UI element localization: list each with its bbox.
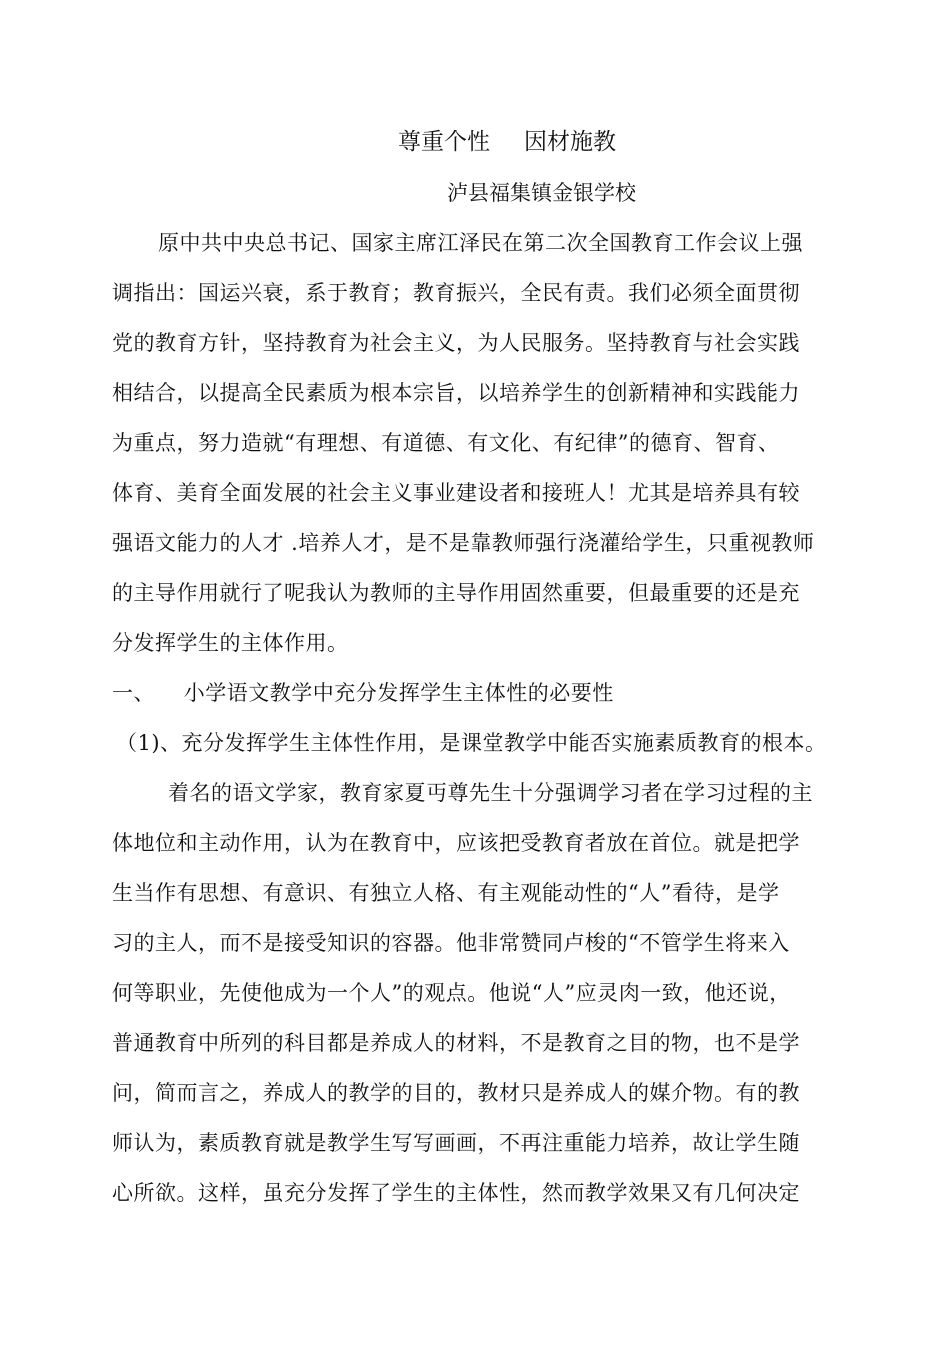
body-line: 何等职业，先使他成为一个人”的观点。他说“人”应灵肉一致，他还说， xyxy=(112,981,791,1005)
body-line: 生当作有思想、有意识、有独立人格、有主观能动性的“人”看待，是学 xyxy=(112,881,780,905)
body-line: 分发挥学生的主体作用。 xyxy=(112,631,349,655)
body-line: 体地位和主动作用，认为在教育中，应该把受教育者放在首位。就是把学 xyxy=(112,831,800,855)
section-heading: 一、 小学语文教学中充分发挥学生主体性的必要性 xyxy=(112,681,614,705)
title-part-2: 因材施教 xyxy=(524,129,616,155)
body-line: 心所欲。这样，虽充分发挥了学生的主体性，然而教学效果又有几何决定 xyxy=(112,1181,800,1205)
body-line: 师认为，素质教育就是教学生写写画画，不再注重能力培养，故让学生随 xyxy=(112,1131,800,1155)
document-subtitle: 泸县福集镇金银学校 xyxy=(447,181,636,205)
body-line: 普通教育中所列的科目都是养成人的材料，不是教育之目的物，也不是学 xyxy=(112,1031,800,1055)
body-line: 为重点，努力造就“有理想、有道德、有文化、有纪律”的德育、智育、 xyxy=(112,431,780,455)
subsection-heading: （1)、充分发挥学生主体性作用，是课堂教学中能否实施素质教育的根本。 xyxy=(116,731,827,755)
body-line: 强语文能力的人才 .培养人才，是不是靠教师强行浇灌给学生，只重视教师 xyxy=(112,531,815,555)
body-line: 调指出：国运兴衰，系于教育；教育振兴，全民有责。我们必须全面贯彻 xyxy=(112,281,800,305)
body-line: 习的主人，而不是接受知识的容器。他非常赞同卢梭的“不管学生将来入 xyxy=(112,931,790,955)
body-line: 相结合，以提高全民素质为根本宗旨，以培养学生的创新精神和实践能力 xyxy=(112,381,800,405)
body-line: 问，简而言之，养成人的教学的目的，教材只是养成人的媒介物。有的教 xyxy=(112,1081,800,1105)
body-line: 着名的语文学家，教育家夏丏尊先生十分强调学习者在学习过程的主 xyxy=(168,781,813,805)
title-part-1: 尊重个性 xyxy=(398,129,490,155)
document-title xyxy=(398,127,616,157)
body-line: 党的教育方针，坚持教育为社会主义，为人民服务。坚持教育与社会实践 xyxy=(112,331,800,355)
body-line: 的主导作用就行了呢我认为教师的主导作用固然重要，但最重要的还是充 xyxy=(112,581,800,605)
body-line: 原中共中央总书记、国家主席江泽民在第二次全国教育工作会议上强 xyxy=(158,231,803,255)
body-line: 体育、美育全面发展的社会主义事业建设者和接班人！尤其是培养具有较 xyxy=(112,481,800,505)
